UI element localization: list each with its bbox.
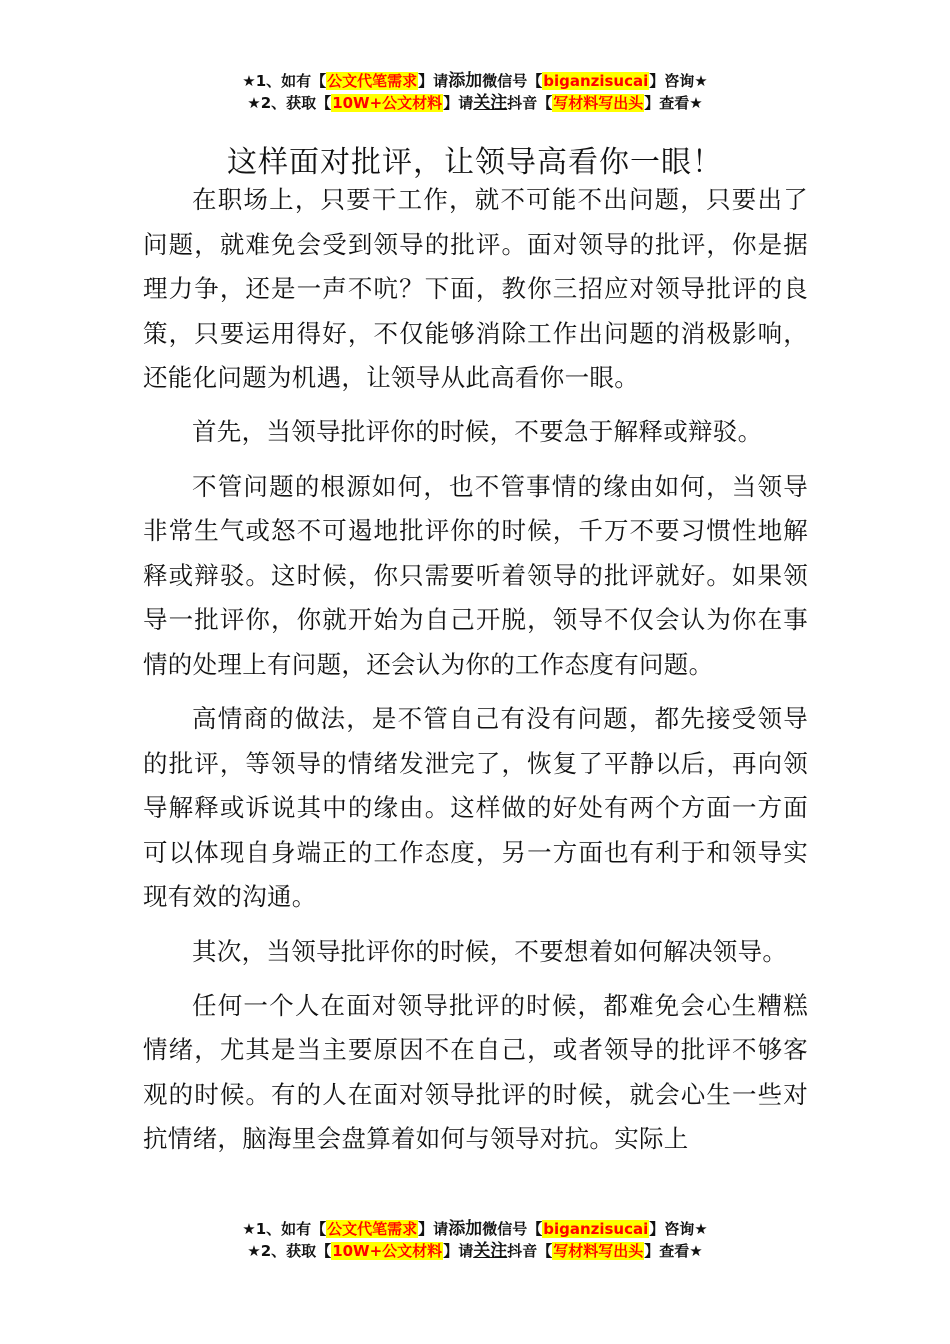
banner-text: 】咨询★ — [649, 1220, 708, 1238]
paragraph: 其次，当领导批评你的时候，不要想着如何解决领导。 — [192, 936, 788, 966]
highlight-materials: 10W+公文材料 — [332, 1242, 443, 1260]
header-banner-line-2 — [0, 92, 950, 114]
banner-text: 】咨询★ — [649, 72, 708, 90]
banner-emphasis: 关注 — [473, 93, 508, 113]
banner-text: 】请 — [418, 72, 449, 90]
header-banner — [0, 70, 950, 114]
banner-text: ★2、获取【 — [247, 94, 332, 112]
footer-banner-line-2 — [0, 1240, 950, 1262]
article-title: 这样面对批评，让领导高看你一眼！ — [227, 145, 723, 181]
banner-emphasis: 添加 — [448, 71, 483, 91]
footer-banner-line-1 — [0, 1218, 950, 1240]
banner-text: ★1、如有【 — [242, 72, 327, 90]
banner-emphasis: 添加 — [448, 1219, 483, 1239]
banner-text: 微信号【 — [482, 72, 543, 90]
paragraph: 高情商的做法，是不管自己有没有问题，都先接受领导的批评，等领导的情绪发泄完了，恢复了平静以后，再向领导解释或诉说其中的缘由。这样做的好处有两个方面一方面可以体现自身端正的工作态度，另一方面也有利于和领导实现有效的沟通。 — [143, 704, 808, 912]
banner-text: 】请 — [418, 1220, 449, 1238]
banner-emphasis: 关注 — [473, 1241, 508, 1261]
paragraph: 不管问题的根源如何，也不管事情的缘由如何，当领导非常生气或怒不可遏地批评你的时候，千万不要习惯性地解释或辩驳。这时候，你只需要听着领导的批评就好。如果领导一批评你，你就开始为自己开脱，领导不仅会认为你在事情的处理上有问题，还会认为你的工作态度有问题。 — [143, 471, 808, 679]
banner-text: 微信号【 — [482, 1220, 543, 1238]
paragraph: 首先，当领导批评你的时候，不要急于解释或辩驳。 — [192, 417, 763, 447]
banner-text: 抖音【 — [507, 94, 553, 112]
highlight-douyin-account: 写材料写出头 — [553, 1242, 644, 1260]
footer-banner — [0, 1218, 950, 1262]
highlight-wechat-id: biganzisucai — [543, 1220, 649, 1238]
banner-text: 】查看★ — [644, 94, 703, 112]
highlight-douyin-account: 写材料写出头 — [553, 94, 644, 112]
highlight-materials: 10W+公文材料 — [332, 94, 443, 112]
paragraph: 在职场上，只要干工作，就不可能不出问题，只要出了问题，就难免会受到领导的批评。面对领导的批评，你是据理力争，还是一声不吭？下面，教你三招应对领导批评的良策，只要运用得好，不仅能够消除工作出问题的消极影响，还能化问题为机遇，让领导从此高看你一眼。 — [143, 185, 808, 393]
banner-text: 】请 — [443, 94, 474, 112]
banner-text: ★2、获取【 — [247, 1242, 332, 1260]
highlight-wechat-id: biganzisucai — [543, 72, 649, 90]
banner-text: ★1、如有【 — [242, 1220, 327, 1238]
highlight-service: 公文代笔需求 — [327, 72, 418, 90]
paragraph: 任何一个人在面对领导批评的时候，都难免会心生糟糕情绪，尤其是当主要原因不在自己，或者领导的批评不够客观的时候。有的人在面对领导批评的时候，就会心生一些对抗情绪，脑海里会盘算着如何与领导对抗。实际上 — [143, 990, 808, 1154]
banner-text: 】查看★ — [644, 1242, 703, 1260]
header-banner-line-1 — [0, 70, 950, 92]
banner-text: 抖音【 — [507, 1242, 553, 1260]
banner-text: 】请 — [443, 1242, 474, 1260]
article-body — [143, 178, 808, 1171]
highlight-service: 公文代笔需求 — [327, 1220, 418, 1238]
